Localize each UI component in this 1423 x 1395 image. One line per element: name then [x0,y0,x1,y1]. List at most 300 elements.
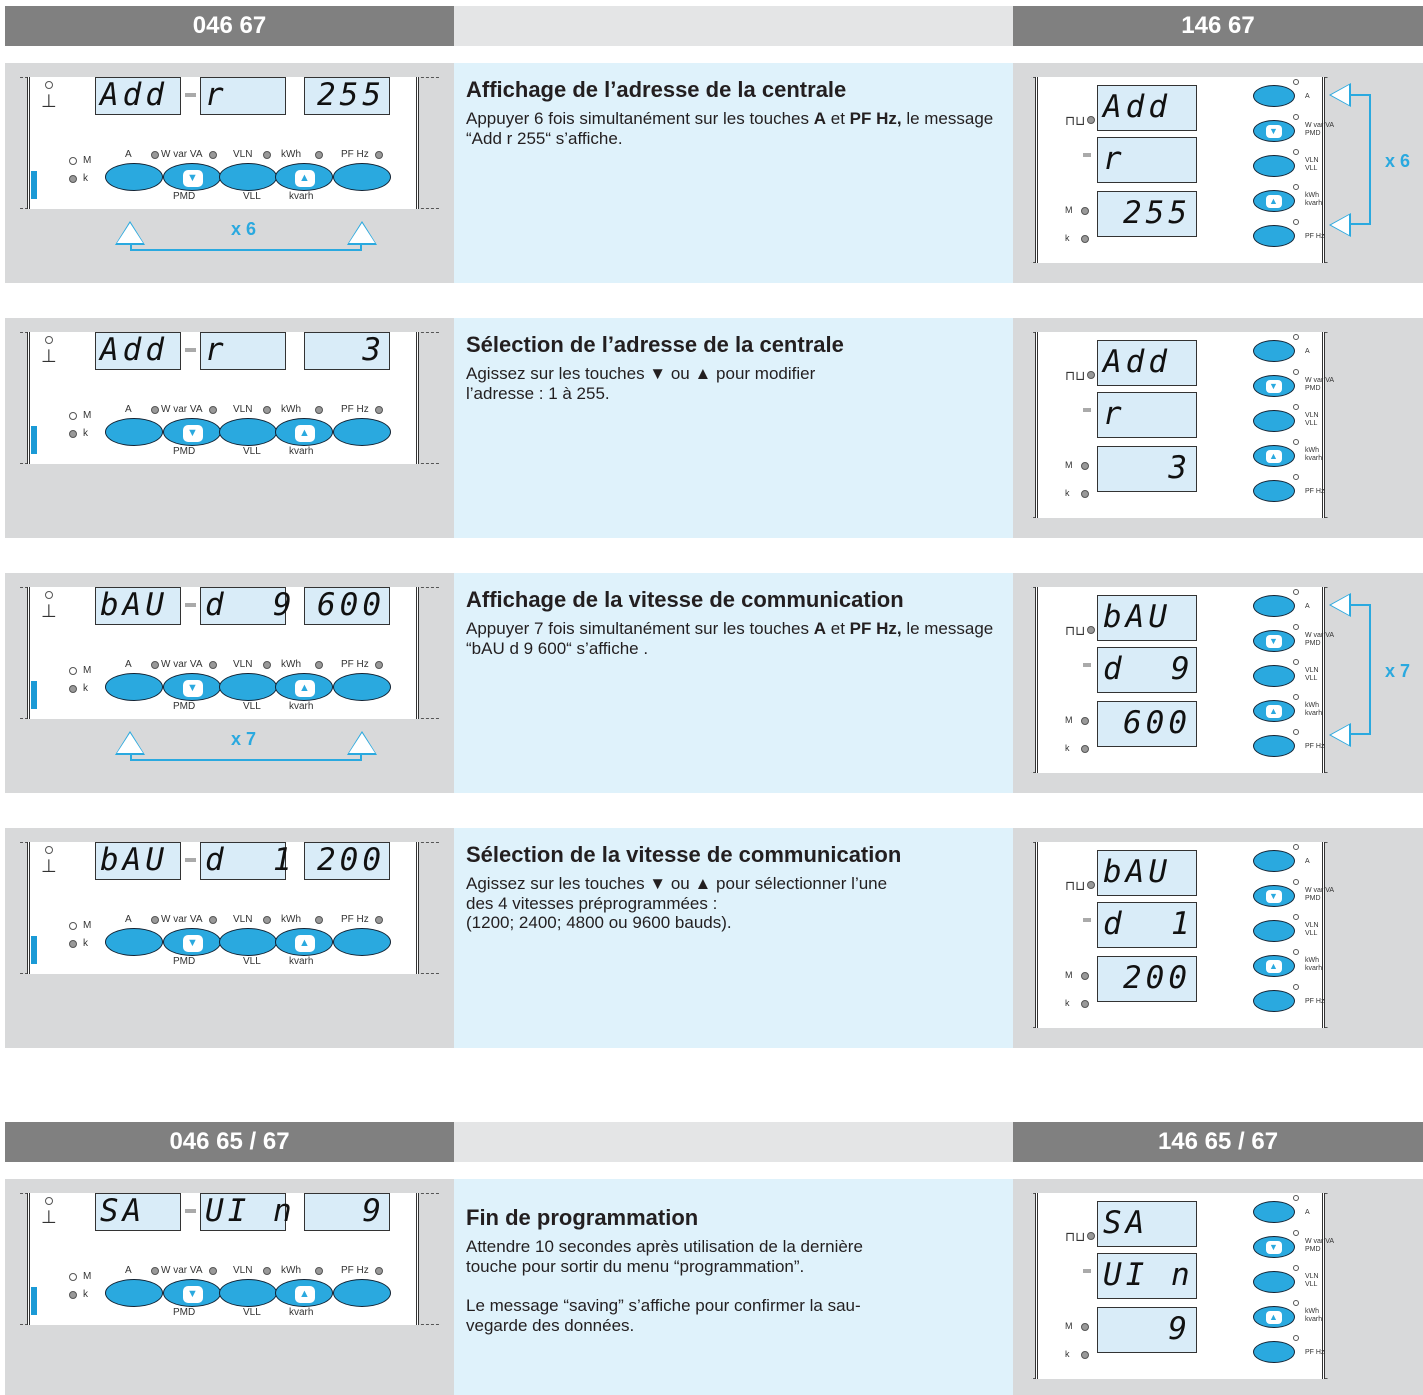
repeat-count: x 7 [231,729,257,749]
k-led [69,175,77,183]
left-triangle-icon [1329,213,1351,237]
front-panel-device [5,1179,454,1325]
lcd-display-1: Add [95,332,181,370]
key-label: kWh [281,404,301,415]
description-column [454,318,1013,538]
up-button[interactable] [1253,445,1295,467]
body-text: A [813,109,827,128]
key-label: kvarh [1305,1316,1323,1323]
key-label: kvarh [289,191,314,202]
key-label: PF Hz [1305,488,1325,495]
vertical-panel-column [1013,573,1423,793]
pf-hz-button[interactable] [1253,735,1295,757]
vln-button[interactable] [1253,665,1295,687]
body-text: le message “Add r 255“ s’affiche. [466,109,994,148]
m-led [1081,462,1089,470]
front-panel-column [5,573,454,793]
instruction-step [5,573,1423,793]
key-label: A [1305,348,1310,355]
key-label: VLL [1305,930,1318,937]
section-header: 146 67 [1013,6,1423,46]
key-label: W var VA [161,1265,203,1276]
key-label: PF Hz [341,659,369,670]
key-label: A [1305,603,1310,610]
key-label: k [83,683,88,694]
status-indicator [31,426,37,454]
key-label: VLL [1305,420,1318,427]
lcd-display-2: d 9 [1097,647,1197,693]
pulse-icon: ⊓⊔ [1065,1229,1086,1244]
up-arrow-icon: ▲ [1269,961,1278,971]
lcd-display-1: Add [95,77,181,115]
body-text: et [826,109,850,128]
key-label: k [83,428,88,439]
k-led [1081,235,1089,243]
key-label: VLL [243,701,261,712]
press-arrows [5,719,454,793]
pf-hz-button[interactable] [1253,480,1295,502]
key-label: PF Hz [1305,1349,1325,1356]
pf-hz-button[interactable] [333,673,391,701]
pulse-led [45,336,53,344]
front-panel-device [5,318,454,464]
section-header: 146 65 / 67 [1013,1122,1423,1162]
instruction-step [5,1179,1423,1395]
key-label: M [83,410,92,421]
key-label: VLN [233,404,253,415]
lcd-display-1: Add [1097,85,1197,131]
key-label: A [125,404,132,415]
down-arrow-icon: ▼ [187,427,198,439]
lcd-display-1: SA [95,1193,181,1231]
up-arrow-icon: ▲ [299,1288,310,1300]
key-label: PMD [1305,640,1321,647]
key-label: PF Hz [1305,233,1325,240]
key-label: kvarh [289,446,314,457]
m-led [69,667,77,675]
pulse-led [45,591,53,599]
key-label: kvarh [289,1307,314,1318]
k-led [1081,1351,1089,1359]
front-panel-column [5,63,454,283]
down-button[interactable] [1253,1236,1295,1258]
down-button[interactable] [163,418,221,446]
key-label: A [125,659,132,670]
body-text: Appuyer 7 fois simultanément sur les touches [466,619,814,638]
lcd-display-1: bAU [95,587,181,625]
up-button[interactable] [1253,190,1295,212]
pulse-icon: ⊓⊔ [1065,368,1086,383]
lcd-display-3: 600 [1097,701,1197,747]
key-label: VLL [1305,1281,1318,1288]
up-button[interactable] [1253,1306,1295,1328]
status-indicator [31,1287,37,1315]
m-label: M [1065,460,1073,470]
front-panel-column [5,1179,454,1395]
m-led [69,157,77,165]
key-label: A [1305,1209,1310,1216]
m-label: M [1065,715,1073,725]
key-label: kWh [281,659,301,670]
key-label: W var VA [1305,632,1335,639]
description-column [454,1179,1013,1395]
up-arrow-icon: ▲ [1269,706,1278,716]
lcd-display-1: bAU [1097,595,1197,641]
key-label: PMD [173,446,196,457]
up-triangle-icon [347,731,377,755]
vertical-panel-column [1013,318,1423,538]
lcd-display-1: bAU [1097,850,1197,896]
m-label: M [1065,1321,1073,1331]
key-label: VLL [243,956,261,967]
pf-hz-button[interactable] [1253,225,1295,247]
m-led [1081,717,1089,725]
key-label: W var VA [1305,122,1335,129]
down-button[interactable] [1253,885,1295,907]
body-text: PF Hz, [849,619,902,638]
step-body [466,874,1001,933]
vln-button[interactable] [219,928,277,956]
up-triangle-icon [115,221,145,245]
lcd-display-2: UI n [200,1193,286,1231]
step-title: Sélection de l’adresse de la centrale [466,332,844,357]
k-led [1081,490,1089,498]
step-body [466,1237,1001,1276]
vertical-device [1013,318,1423,518]
down-button[interactable] [163,163,221,191]
key-label: PMD [1305,130,1321,137]
key-label: A [1305,858,1310,865]
down-arrow-icon: ▼ [187,172,198,184]
step-body [466,364,1001,403]
key-label: PMD [1305,895,1321,902]
step-title: Sélection de la vitesse de communication [466,842,902,867]
pf-hz-button[interactable] [333,1279,391,1307]
pulse-icon: ⊓⊔ [1065,623,1086,638]
key-label: PF Hz [341,149,369,160]
body-text: Attendre 10 secondes après utilisation de la dernière touche pour sortir du menu “programmation”. [466,1237,863,1276]
key-label: PF Hz [341,914,369,925]
key-label: PMD [173,956,196,967]
key-label: kWh [1305,192,1319,199]
body-text: A [813,619,827,638]
key-label: M [83,155,92,166]
section-header: 046 67 [5,6,454,46]
header-spacer [454,1122,1013,1162]
key-label: PF Hz [1305,998,1325,1005]
step-title: Affichage de l’adresse de la centrale [466,77,847,102]
k-led [1081,745,1089,753]
lcd-display-3: 9 [1097,1307,1197,1353]
front-panel-column [5,828,454,1048]
step-body [466,109,1001,148]
repeat-count: x 6 [1385,151,1411,171]
down-arrow-icon: ▼ [187,937,198,949]
up-button[interactable] [275,418,333,446]
down-button[interactable] [1253,120,1295,142]
a-button[interactable] [1253,340,1295,362]
status-indicator [31,171,37,199]
pulse-icon: ⊥ [41,1207,57,1227]
body-text: le message “bAU d 9 600“ s’affiche . [466,619,994,658]
key-label: kWh [281,914,301,925]
key-label: VLL [243,191,261,202]
m-led [69,1273,77,1281]
m-led [1081,1323,1089,1331]
key-label: kWh [281,1265,301,1276]
down-arrow-icon: ▼ [187,682,198,694]
key-label: W var VA [1305,887,1335,894]
up-arrow-icon: ▲ [1269,196,1278,206]
instruction-step [5,828,1423,1048]
up-button[interactable] [275,673,333,701]
down-button[interactable] [1253,375,1295,397]
vln-button[interactable] [219,1279,277,1307]
key-label: W var VA [1305,1238,1335,1245]
key-label: VLL [243,1307,261,1318]
up-arrow-icon: ▲ [1269,451,1278,461]
k-label: k [1065,1349,1070,1359]
down-arrow-icon: ▼ [1269,636,1278,646]
key-label: W var VA [1305,377,1335,384]
vertical-device [1013,828,1423,1028]
key-label: kWh [1305,447,1319,454]
down-arrow-icon: ▼ [1269,891,1278,901]
k-label: k [1065,998,1070,1008]
key-label: kvarh [1305,710,1323,717]
key-label: kWh [1305,957,1319,964]
down-arrow-icon: ▼ [1269,126,1278,136]
lcd-display-3: 200 [1097,956,1197,1002]
key-label: W var VA [161,404,203,415]
key-label: kWh [1305,1308,1319,1315]
key-label: VLL [243,446,261,457]
a-button[interactable] [1253,85,1295,107]
down-button[interactable] [163,673,221,701]
lcd-display-1: SA [1097,1201,1197,1247]
k-led [1081,1000,1089,1008]
down-arrow-icon: ▼ [1269,1242,1278,1252]
step-title: Fin de programmation [466,1205,699,1230]
pf-hz-button[interactable] [333,418,391,446]
a-button[interactable] [105,928,163,956]
pulse-led [45,1197,53,1205]
k-label: k [1065,233,1070,243]
lcd-display-3: 3 [1097,446,1197,492]
pulse-led [45,846,53,854]
instruction-step [5,318,1423,538]
a-button[interactable] [1253,1201,1295,1223]
up-arrow-icon: ▲ [299,172,310,184]
vln-button[interactable] [219,418,277,446]
description-column [454,573,1013,793]
down-button[interactable] [1253,630,1295,652]
key-label: PMD [173,1307,196,1318]
key-label: VLL [1305,165,1318,172]
pf-hz-button[interactable] [333,928,391,956]
vertical-panel-column [1013,828,1423,1048]
up-triangle-icon [115,731,145,755]
up-button[interactable] [1253,955,1295,977]
lcd-display-3: 255 [1097,191,1197,237]
up-arrow-icon: ▲ [1269,1312,1278,1322]
up-button[interactable] [275,1279,333,1307]
body-text: Agissez sur les touches ▼ ou ▲ pour sélectionner l’une des 4 vitesses préprogrammées : (1200; 2400; 4800 ou 9600 bauds). [466,874,888,933]
key-label: M [83,920,92,931]
lcd-display-3: 9 [304,1193,390,1231]
up-button[interactable] [275,928,333,956]
k-led [69,685,77,693]
key-label: VLN [233,914,253,925]
key-label: PF Hz [1305,743,1325,750]
vln-button[interactable] [219,673,277,701]
key-label: VLN [1305,157,1319,164]
key-label: VLN [1305,667,1319,674]
key-label: PF Hz [341,404,369,415]
k-led [69,940,77,948]
k-label: k [1065,743,1070,753]
a-button[interactable] [105,673,163,701]
repeat-count: x 7 [1385,661,1411,681]
key-label: VLN [1305,922,1319,929]
lcd-display-1: Add [1097,340,1197,386]
repeat-count: x 6 [231,219,257,239]
m-label: M [1065,205,1073,215]
k-led [69,1291,77,1299]
pf-hz-button[interactable] [1253,990,1295,1012]
key-label: kvarh [1305,200,1323,207]
description-column [454,63,1013,283]
key-label: VLN [233,659,253,670]
status-indicator [31,681,37,709]
a-button[interactable] [105,1279,163,1307]
lcd-display-2: r [200,77,286,115]
key-label: kvarh [289,701,314,712]
pulse-icon: ⊥ [41,346,57,366]
m-led [1081,972,1089,980]
up-arrow-icon: ▲ [299,427,310,439]
up-arrow-icon: ▲ [299,937,310,949]
body-text: Appuyer 6 fois simultanément sur les touches [466,109,814,128]
lcd-display-2: r [1097,392,1197,438]
lcd-display-3: 255 [304,77,390,115]
front-panel-column [5,318,454,538]
lcd-display-2: r [1097,137,1197,183]
step-body-secondary: Le message “saving” s’affiche pour confirmer la sau- vegarde des données. [466,1296,861,1336]
pf-hz-button[interactable] [333,163,391,191]
pulse-icon: ⊥ [41,601,57,621]
key-label: k [83,173,88,184]
pulse-icon: ⊥ [41,856,57,876]
key-label: PMD [1305,385,1321,392]
key-label: W var VA [161,914,203,925]
down-arrow-icon: ▼ [1269,381,1278,391]
key-label: VLN [1305,412,1319,419]
vln-button[interactable] [1253,410,1295,432]
key-label: kvarh [1305,455,1323,462]
instruction-step [5,63,1423,283]
pulse-icon: ⊓⊔ [1065,113,1086,128]
step-body [466,619,1001,658]
m-led [1081,207,1089,215]
key-label: kvarh [289,956,314,967]
vln-button[interactable] [1253,920,1295,942]
down-arrow-icon: ▼ [187,1288,198,1300]
key-label: W var VA [161,149,203,160]
vertical-device [1013,1179,1423,1379]
up-triangle-icon [347,221,377,245]
vertical-panel-column [1013,63,1423,283]
body-text: Agissez sur les touches ▼ ou ▲ pour modifier l’adresse : 1 à 255. [466,364,816,403]
lcd-display-2: r [200,332,286,370]
lcd-display-3: 3 [304,332,390,370]
key-label: VLN [233,1265,253,1276]
key-label: A [125,1265,132,1276]
up-button[interactable] [1253,700,1295,722]
lcd-display-2: d 9 [200,587,286,625]
down-button[interactable] [163,1279,221,1307]
pulse-icon: ⊓⊔ [1065,878,1086,893]
lcd-display-2: UI n [1097,1253,1197,1299]
a-button[interactable] [1253,850,1295,872]
front-panel-device [5,828,454,974]
front-panel-device [5,63,454,209]
description-column [454,828,1013,1048]
key-label: PF Hz [341,1265,369,1276]
section-header: 046 65 / 67 [5,1122,454,1162]
left-triangle-icon [1329,593,1351,617]
key-label: PMD [1305,1246,1321,1253]
body-text: PF Hz, [849,109,902,128]
key-label: A [125,914,132,925]
vertical-device [1013,573,1423,773]
vertical-panel-column [1013,1179,1423,1395]
key-label: k [83,938,88,949]
key-label: kvarh [1305,965,1323,972]
a-button[interactable] [105,418,163,446]
front-panel-device [5,573,454,719]
up-button[interactable] [275,163,333,191]
k-led [69,430,77,438]
key-label: PMD [173,191,196,202]
key-label: A [125,149,132,160]
a-button[interactable] [105,163,163,191]
lcd-display-3: 200 [304,842,390,880]
down-button[interactable] [163,928,221,956]
vln-button[interactable] [1253,155,1295,177]
step-title: Affichage de la vitesse de communication [466,587,904,612]
a-button[interactable] [1253,595,1295,617]
lcd-display-2: d 1 [1097,902,1197,948]
vertical-device [1013,63,1423,263]
left-triangle-icon [1329,83,1351,107]
lcd-display-2: d 1 [200,842,286,880]
status-indicator [31,936,37,964]
header-spacer [454,6,1013,46]
vln-button[interactable] [1253,1271,1295,1293]
m-label: M [1065,970,1073,980]
pf-hz-button[interactable] [1253,1341,1295,1363]
pulse-led [45,81,53,89]
lcd-display-1: bAU [95,842,181,880]
key-label: k [83,1289,88,1300]
pulse-icon: ⊥ [41,91,57,111]
m-led [69,412,77,420]
m-led [69,922,77,930]
key-label: M [83,1271,92,1282]
vln-button[interactable] [219,163,277,191]
k-label: k [1065,488,1070,498]
